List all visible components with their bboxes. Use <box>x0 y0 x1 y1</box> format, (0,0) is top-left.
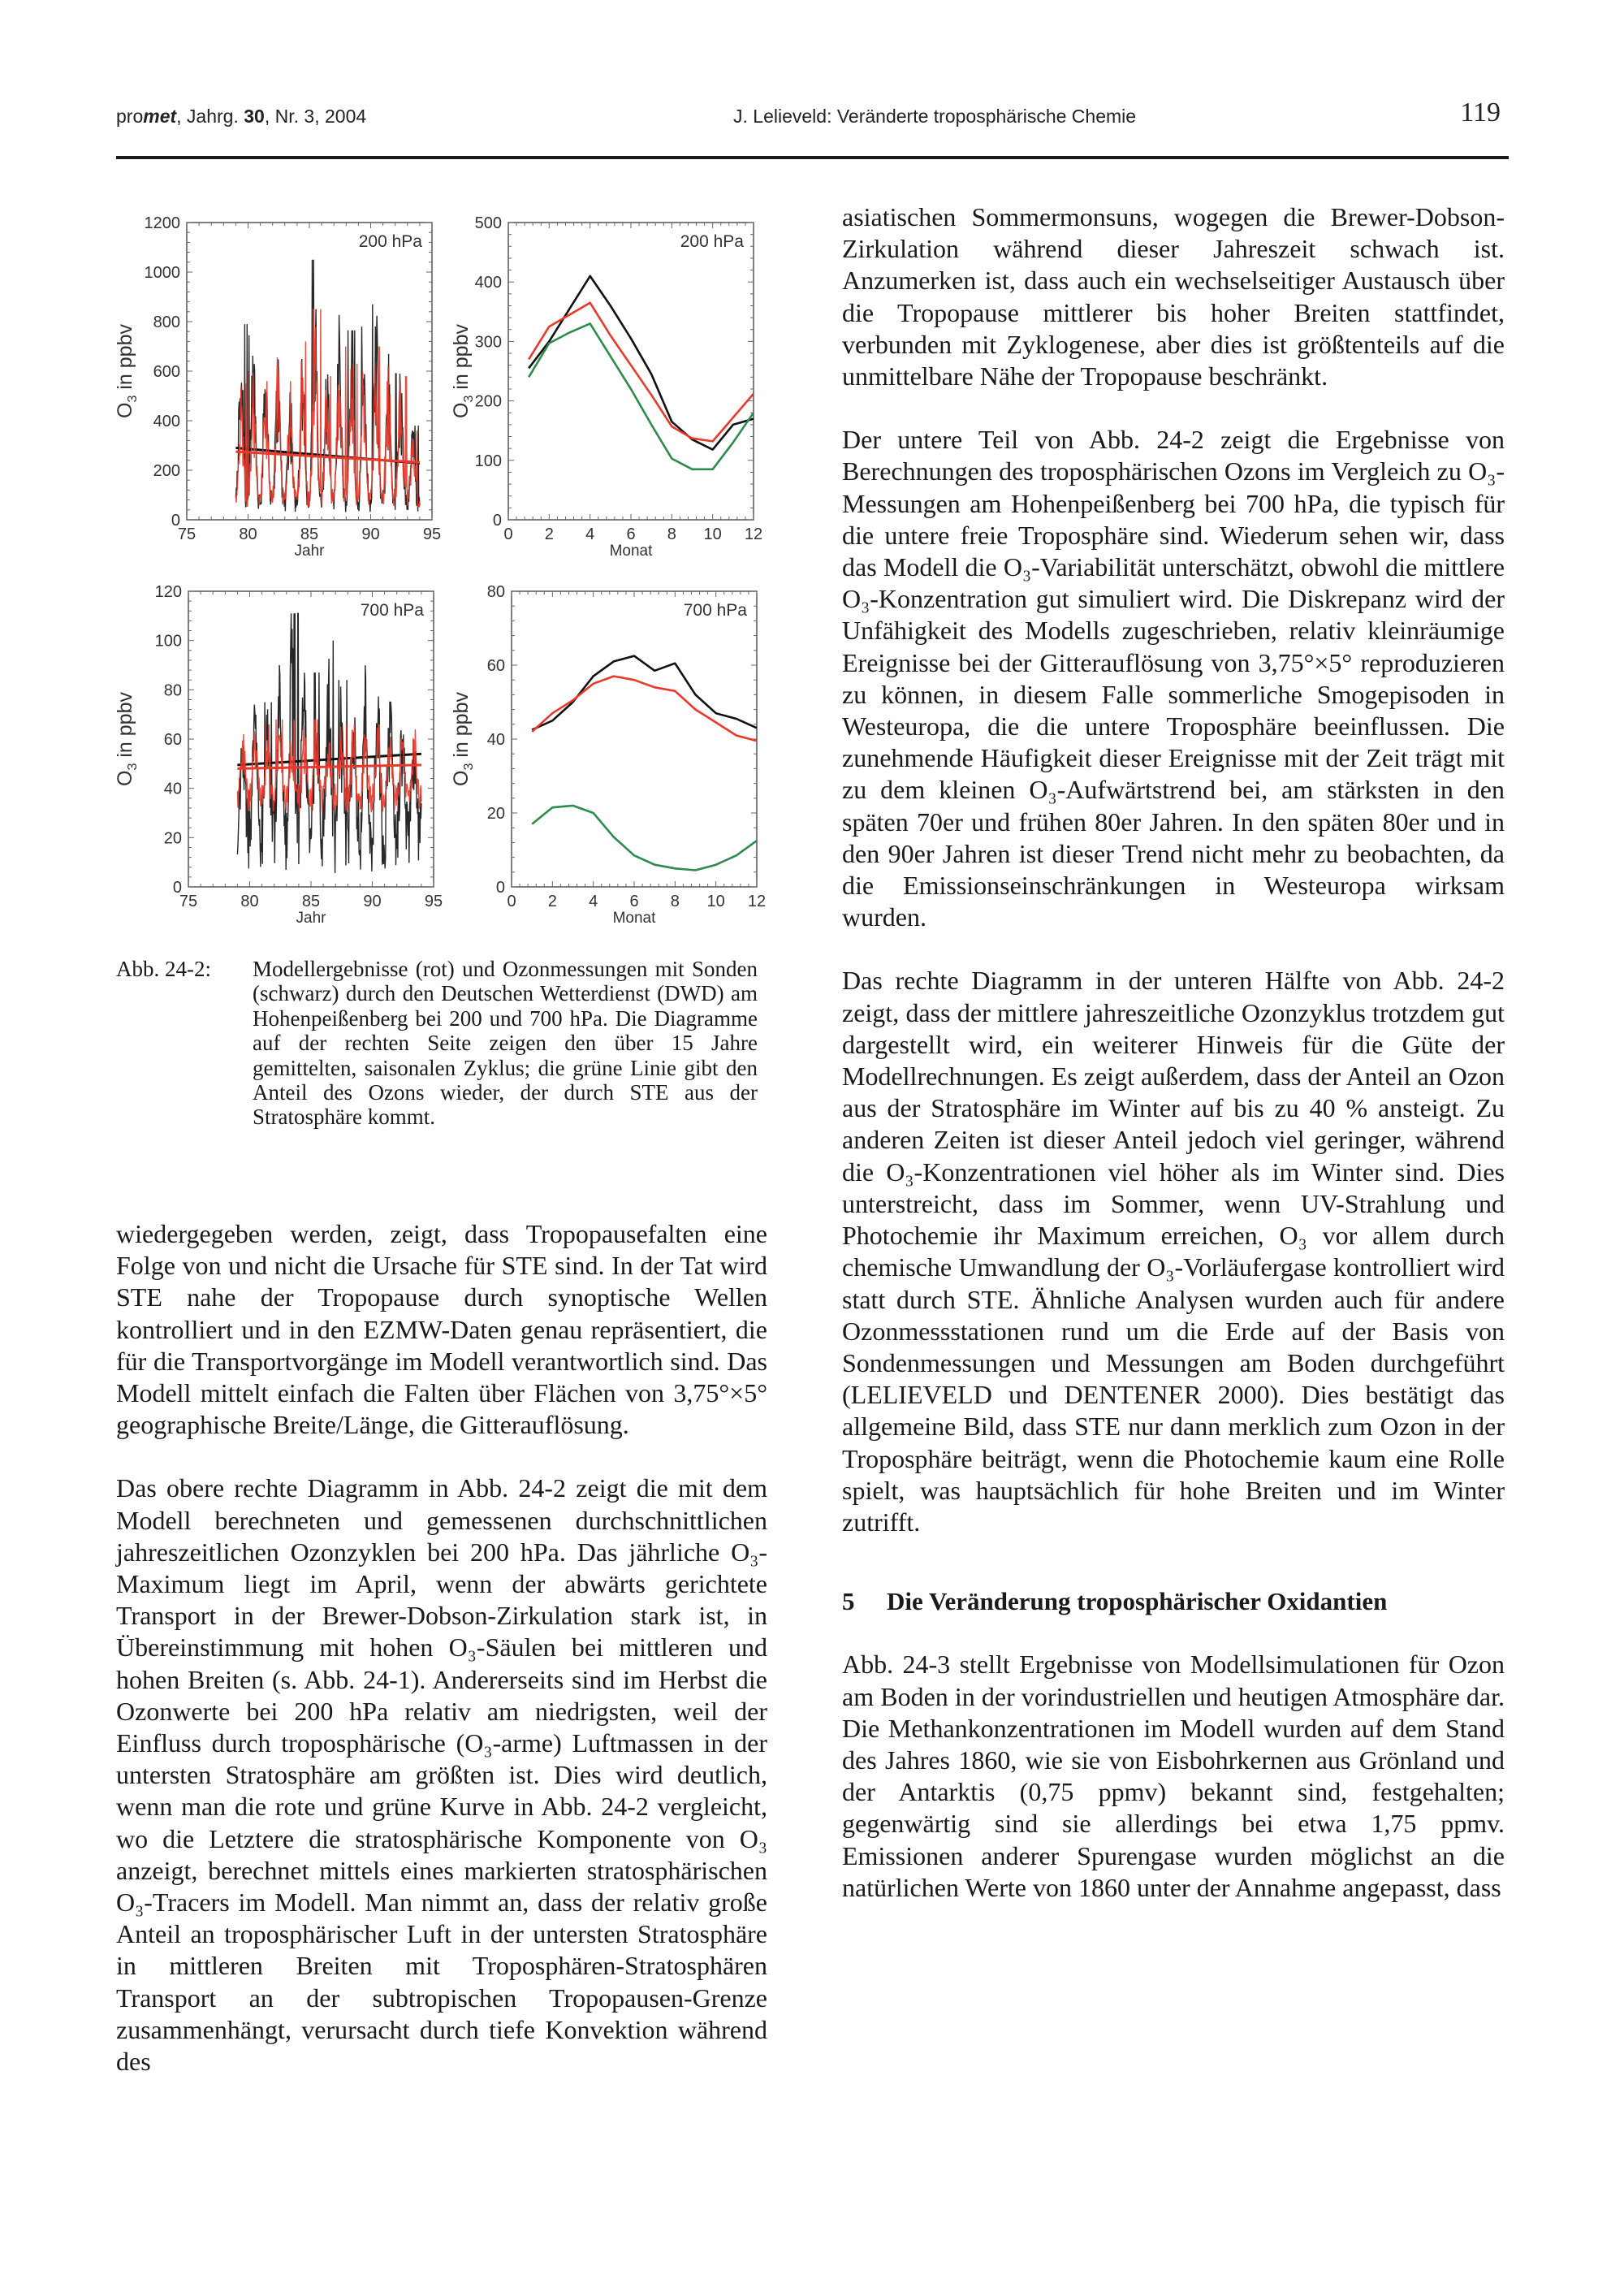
y-tick-label: 20 <box>163 829 182 848</box>
paragraph: Der untere Teil von Abb. 24-2 zeigt die Ergebnisse von Berechnungen des troposphärischen Ozons im Vergleich zu O₃-Messungen am Hohenpeißenberg bei 700 hPa, die typisch für die untere freie Troposphäre sind. Wiederum sehen wir, dass das Modell die O₃-Variabilität unterschätzt, obwohl die mittlere O₃-Konzentration gut simuliert wird. Die Diskrepanz wird der Unfähigkeit des Modells zugeschrieben, relativ kleinräumige Ereignisse bei der Gitterauflösung von 3,75°×5° reproduzieren zu können, in diesem Falle sommerliche Smogepisoden in Westeuropa, die die untere Troposphäre beeinflussen. Die zunehmende Häufigkeit dieser Ereignisse mit der Zeit trägt mit zu dem kleinen O₃-Aufwärtstrend bei, am stärksten in den späten 70er und frühen 80er Jahren. In den späten 80er und in den 90er Jahren ist dieser Trend nicht mehr zu beobachten, da die Emissionseinschränkungen in Westeuropa wirksam wurden. <box>842 425 1505 932</box>
x-tick-label: 12 <box>744 525 763 543</box>
panel-title: 200 hPa <box>358 232 422 251</box>
y-tick-label: 600 <box>153 363 180 381</box>
caption-text: Modellergebnisse (rot) und Ozonmessungen mit Sonden (schwarz) durch den Deutschen Wetterdienst (DWD) am Hohenpeißenberg bei 200 und 700 hPa. Die Diagramme auf der rechten Seite zeigen den über 15 Jahre gemittelten, saisonalen Zyklus; die grüne Linie gibt den Anteil des Ozons wieder, der durch STE aus der Stratosphäre kommt. <box>253 957 758 1130</box>
y-tick-label: 120 <box>154 583 182 601</box>
y-tick-label: 0 <box>172 879 182 897</box>
x-tick-label: 8 <box>667 525 676 543</box>
chart-seasonal-200hpa <box>438 203 796 560</box>
y-tick-label: 80 <box>163 681 182 700</box>
running-header-journal <box>116 106 366 128</box>
x-tick-label: 85 <box>301 893 321 910</box>
x-axis-label: Monat <box>609 543 653 560</box>
y-axis-label: $O_3$ in ppbv <box>114 692 140 786</box>
y-axis-label: $O_3$ in ppbv <box>114 324 140 418</box>
series-line-measured <box>529 276 754 450</box>
x-tick-label: 80 <box>239 525 257 543</box>
paragraph: Das obere rechte Diagramm in Abb. 24-2 zeigt die mit dem Modell berechneten und gemessenen durchschnittlichen jahreszeitlichen Ozonzyklen bei 200 hPa. Das jährliche O₃-Maximum liegt im April, wenn der abwärts gerichtete Transport in der Brewer-Dobson-Zirkulation stark ist, in Übereinstimmung mit hohen O₃-Säulen bei mittleren und hohen Breiten (s. Abb. 24-1). Andererseits sind im Herbst die Ozonwerte bei 200 hPa relativ am niedrigsten, weil der Einfluss durch troposphärische (O₃-arme) Luftmassen in der untersten Stratosphäre am größten ist. Dies wird deutlich, wenn man die rote und grüne Kurve in Abb. 24-2 vergleicht, wo die Letztere die stratosphärische Komponente von O₃ anzeigt, berechnet mittels eines markierten stratosphärischen O₃-Tracers im Modell. Man nimmt an, dass der relativ große Anteil an troposphärischer Luft in der untersten Stratosphäre in mittleren Breiten mit Troposphären-Stratosphären Transport an der subtropischen Tropopausen-Grenze zusammenhängt, verursacht durch tiefe Konvektion während des <box>116 1473 767 2077</box>
x-tick-label: 10 <box>706 893 725 910</box>
y-tick-label: 100 <box>474 452 502 470</box>
x-tick-label: 85 <box>300 525 319 543</box>
y-tick-label: 0 <box>492 512 502 530</box>
y-tick-label: 20 <box>486 805 505 823</box>
right-column <box>842 201 1505 1904</box>
series-line-model <box>529 303 754 442</box>
y-tick-label: 40 <box>486 731 505 749</box>
series-line-measured <box>532 656 757 730</box>
y-tick-label: 500 <box>474 214 502 232</box>
y-tick-label: 200 <box>153 462 180 480</box>
y-tick-label: 100 <box>154 632 182 651</box>
y-tick-label: 200 <box>474 392 502 411</box>
x-tick-label: 2 <box>547 893 557 910</box>
series-line-stratospheric <box>529 323 754 469</box>
panel-title: 700 hPa <box>360 601 424 620</box>
x-tick-label: 6 <box>626 525 636 543</box>
series-line-stratospheric <box>532 806 757 871</box>
x-tick-label: 4 <box>589 893 598 910</box>
y-tick-label: 0 <box>171 512 180 530</box>
x-tick-label: 6 <box>629 893 639 910</box>
x-tick-label: 75 <box>179 893 198 910</box>
plot-frame <box>512 591 757 887</box>
paragraph: Das rechte Diagramm in der unteren Hälfte von Abb. 24-2 zeigt, dass der mittlere jahreszeitliche Ozonzyklus trotzdem gut dargestellt wird, ein weiterer Hinweis für die Güte der Modellrechnungen. Es zeigt außerdem, dass der Anteil an Ozon aus der Stratosphäre im Winter auf bis zu 40 % ansteigt. Zu anderen Zeiten ist dieser Anteil jedoch viel geringer, während die O₃-Konzentrationen viel höher als im Winter sind. Dies unterstreicht, dass im Sommer, wenn UV-Strahlung und Photochemie ihr Maximum erreichen, O₃ vor allem durch chemische Umwandlung der O₃-Vorläufergase kontrolliert wird statt durch STE. Ähnliche Analysen wurden auch für andere Ozonmessstationen rund um die Erde auf der Basis von Sondenmessungen und Messungen am Boden durchgeführt (LELIEVELD und DENTENER 2000). Dies bestätigt das allgemeine Bild, dass STE nur dann merklich zum Ozon in der Troposphäre beiträgt, wenn die Photochemie kaum eine Rolle spielt, was hauptsächlich für hohe Breiten und im Winter zutrifft. <box>842 966 1505 1537</box>
header-rule <box>116 156 1509 159</box>
y-tick-label: 0 <box>495 879 505 897</box>
left-column <box>116 1218 767 2078</box>
y-tick-label: 80 <box>486 583 505 601</box>
paragraph: Abb. 24-3 stellt Ergebnisse von Modellsimulationen für Ozon am Boden in der vorindustriellen und heutigen Atmosphäre dar. Die Methankonzentrationen im Modell wurden auf dem Stand des Jahres 1860, wie sie von Eisbohrkernen aus Grönland und der Antarktis (0,75 ppmv) bekannt sind, festgehalten; gegenwärtig sind sie allerdings bei etwa 1,75 ppmv. Emissionen anderer Spurengase wurden möglichst an die natürlichen Werte von 1860 unter der Annahme angepasst, dass <box>842 1650 1505 1902</box>
x-tick-label: 4 <box>585 525 595 543</box>
x-tick-label: 90 <box>361 525 380 543</box>
panel-title: 200 hPa <box>680 232 744 251</box>
journal-meta: , Jahrg. <box>176 106 244 127</box>
x-tick-label: 0 <box>503 525 513 543</box>
y-tick-label: 60 <box>163 731 182 749</box>
x-tick-label: 75 <box>177 525 197 543</box>
section-number: 5 <box>842 1587 855 1616</box>
section-heading <box>842 1585 1505 1617</box>
x-axis-label: Jahr <box>296 910 326 927</box>
y-tick-label: 800 <box>153 313 180 331</box>
journal-volume: 30 <box>244 106 265 127</box>
page-number: 119 <box>1460 97 1501 128</box>
x-tick-label: 8 <box>670 893 680 910</box>
y-tick-label: 400 <box>474 274 502 292</box>
x-tick-label: 95 <box>424 893 443 910</box>
x-axis-label: Jahr <box>294 543 325 560</box>
x-tick-label: 12 <box>747 893 767 910</box>
panel-title: 700 hPa <box>683 601 747 620</box>
y-tick-label: 60 <box>486 657 505 675</box>
y-tick-label: 400 <box>153 413 180 430</box>
running-title: J. Lelieveld: Veränderte troposphärische Chemie <box>733 106 1137 127</box>
x-axis-label: Monat <box>612 910 656 927</box>
y-tick-label: 1200 <box>144 214 180 232</box>
section-title: Die Veränderung troposphärischer Oxidantien <box>887 1587 1388 1616</box>
paragraph: asiatischen Sommermonsuns, wogegen die Brewer-Dobson-Zirkulation während dieser Jahreszeit schwach ist. Anzumerken ist, dass auch ein wechselseitiger Austausch über die Tropopause mittlerer bis hoher Breiten stattfindet, verbunden mit Zyklogenese, aber dies ist größtenteils auf die unmittelbare Nähe der Tropopause beschränkt. <box>842 202 1505 391</box>
y-tick-label: 40 <box>163 780 182 798</box>
x-tick-label: 0 <box>507 893 516 910</box>
chart-timeseries-700hpa <box>114 573 455 931</box>
x-tick-label: 10 <box>703 525 722 543</box>
x-tick-label: 90 <box>363 893 382 910</box>
y-axis-label: $O_3$ in ppbv <box>450 324 476 418</box>
x-tick-label: 80 <box>240 893 259 910</box>
journal-name-prefix: pro <box>116 106 144 127</box>
y-axis-label: $O_3$ in ppbv <box>450 692 476 786</box>
y-tick-label: 1000 <box>144 264 180 282</box>
journal-issue: , Nr. 3, 2004 <box>264 106 367 127</box>
x-tick-label: 2 <box>544 525 554 543</box>
figure-caption <box>116 957 758 1130</box>
journal-name-bold: met <box>143 106 177 127</box>
chart-timeseries-200hpa <box>114 203 455 560</box>
y-tick-label: 300 <box>474 333 502 352</box>
plot-frame <box>508 223 754 520</box>
x-tick-label: 95 <box>422 525 442 543</box>
caption-label: Abb. 24-2: <box>116 957 211 981</box>
paragraph: wiedergegeben werden, zeigt, dass Tropopausefalten eine Folge von und nicht die Ursache für STE sind. In der Tat wird STE nahe der Tropopause durch synoptische Wellen kontrolliert und in den EZMW-Daten genau repräsentiert, die für die Transportvorgänge im Modell verantwortlich sind. Das Modell mittelt einfach die Falten über Flächen von 3,75°×5° geographische Breite/Länge, die Gitterauflösung. <box>116 1219 767 1440</box>
chart-seasonal-700hpa <box>438 573 796 931</box>
